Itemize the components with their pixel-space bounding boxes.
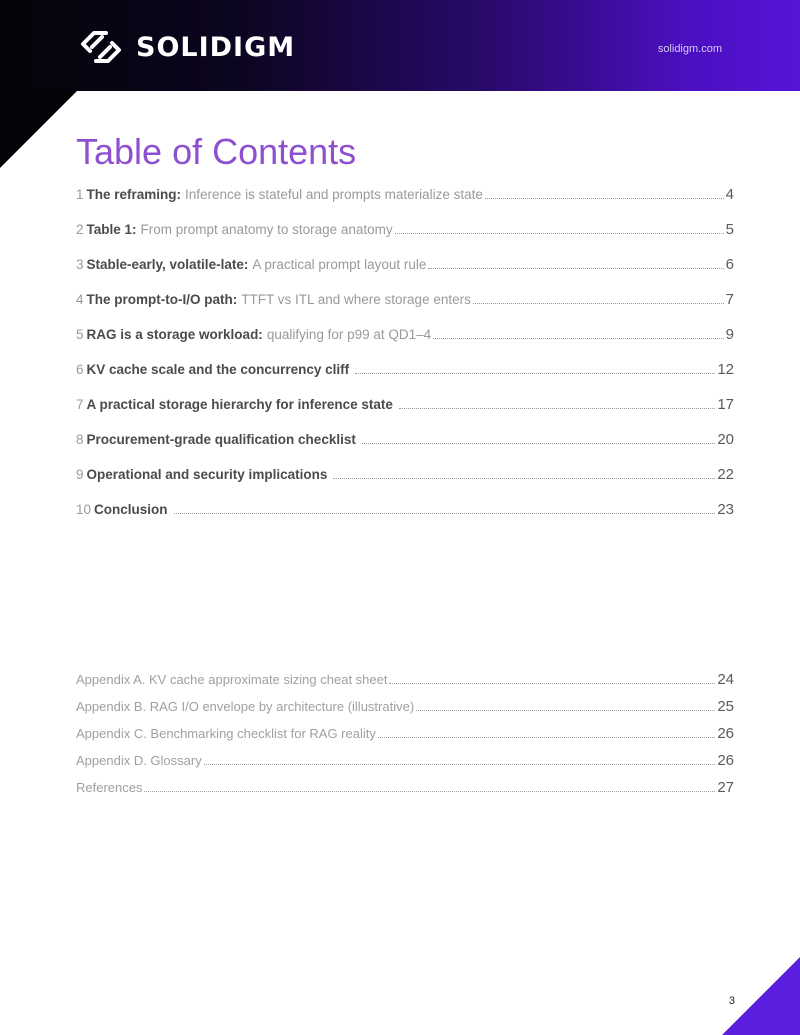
dot-leader: [399, 408, 715, 409]
toc-entry-subtitle: From prompt anatomy to storage anatomy: [140, 222, 393, 237]
toc-entry-heading: Procurement-grade qualification checklist: [86, 432, 356, 447]
dot-leader: [144, 791, 715, 792]
toc-entry-heading: Conclusion: [94, 502, 168, 517]
page-number: 3: [728, 995, 735, 1007]
header-banner: [0, 0, 800, 91]
toc-entry-page: 7: [725, 291, 734, 308]
toc-entry-number: 10: [76, 502, 92, 517]
toc-entry[interactable]: [76, 361, 734, 396]
toc-entry-subtitle: Inference is stateful and prompts materialize state: [185, 187, 483, 202]
toc-entry-page: 23: [717, 501, 734, 518]
corner-decoration-top-left: [0, 90, 78, 168]
toc-entry-heading: Stable-early, volatile-late:: [86, 257, 249, 272]
toc-entry[interactable]: [76, 326, 734, 361]
toc-entry-number: 1: [76, 187, 84, 202]
appendix-entry-page: 26: [717, 725, 734, 742]
toc-entry[interactable]: [76, 256, 734, 291]
appendix-entry-page: 25: [717, 698, 734, 715]
toc-entry[interactable]: [76, 186, 734, 221]
appendix-entry-label: Appendix D. Glossary: [76, 753, 202, 768]
toc-entry[interactable]: [76, 501, 734, 536]
toc-entry-number: 4: [76, 292, 84, 307]
toc-entry-number: 7: [76, 397, 84, 412]
toc-entry-page: 9: [725, 326, 734, 343]
toc-entry-heading: The prompt-to-I/O path:: [86, 292, 238, 307]
site-url-link[interactable]: solidigm.com: [657, 43, 722, 55]
dot-leader: [174, 513, 716, 514]
appendix-list: [76, 671, 734, 806]
dot-leader: [204, 764, 716, 765]
appendix-entry-label: Appendix A. KV cache approximate sizing cheat sheet: [76, 672, 388, 687]
toc-entry-heading: KV cache scale and the concurrency cliff: [86, 362, 350, 377]
appendix-entry-label: Appendix C. Benchmarking checklist for RAG reality: [76, 726, 376, 741]
toc-entry[interactable]: [76, 291, 734, 326]
appendix-entry[interactable]: [76, 725, 734, 752]
dot-leader: [416, 710, 715, 711]
appendix-entry[interactable]: [76, 698, 734, 725]
toc-entry-subtitle: qualifying for p99 at QD1–4: [266, 327, 432, 342]
toc-entry-number: 2: [76, 222, 84, 237]
dot-leader: [433, 338, 723, 339]
toc-entry-subtitle: TTFT vs ITL and where storage enters: [241, 292, 471, 307]
dot-leader: [333, 478, 715, 479]
brand-name: SOLIDIGM: [136, 31, 296, 63]
appendix-entry-page: 24: [717, 671, 734, 688]
appendix-entry-page: 26: [717, 752, 734, 769]
page-title: Table of Contents: [76, 131, 357, 172]
toc-entry[interactable]: [76, 431, 734, 466]
appendix-entry[interactable]: [76, 779, 734, 806]
toc-entry-number: 5: [76, 327, 84, 342]
toc-entry-heading: Operational and security implications: [86, 467, 328, 482]
toc-entry-heading: The reframing:: [86, 187, 182, 202]
brand-logo: [78, 27, 295, 67]
dot-leader: [395, 233, 724, 234]
appendix-entry-label: References: [76, 780, 143, 795]
toc-entry-page: 5: [725, 221, 734, 238]
solidigm-logo-icon: [78, 27, 124, 67]
toc-entry-page: 20: [717, 431, 734, 448]
dot-leader: [362, 443, 715, 444]
toc-entry-page: 17: [717, 396, 734, 413]
toc-entry-number: 8: [76, 432, 84, 447]
toc-entry-heading: A practical storage hierarchy for inference state: [86, 397, 393, 412]
toc-entry-heading: Table 1:: [86, 222, 137, 237]
appendix-entry[interactable]: [76, 752, 734, 779]
dot-leader: [378, 737, 715, 738]
dot-leader: [355, 373, 715, 374]
dot-leader: [473, 303, 724, 304]
dot-leader: [389, 683, 715, 684]
toc-entry-page: 22: [717, 466, 734, 483]
toc-entry-page: 6: [725, 256, 734, 273]
toc-entry-number: 6: [76, 362, 84, 377]
toc-entry-page: 12: [717, 361, 734, 378]
dot-leader: [428, 268, 723, 269]
toc-entry-heading: RAG is a storage workload:: [86, 327, 263, 342]
toc-entry-number: 9: [76, 467, 84, 482]
toc-entry[interactable]: [76, 221, 734, 256]
appendix-entry-page: 27: [717, 779, 734, 796]
dot-leader: [485, 198, 724, 199]
toc-entry-subtitle: A practical prompt layout rule: [252, 257, 427, 272]
appendix-entry-label: Appendix B. RAG I/O envelope by architecture (illustrative): [76, 699, 415, 714]
toc-entry-page: 4: [725, 186, 734, 203]
toc-entry-number: 3: [76, 257, 84, 272]
toc-entry[interactable]: [76, 396, 734, 431]
toc-list: [76, 186, 734, 536]
toc-entry[interactable]: [76, 466, 734, 501]
appendix-entry[interactable]: [76, 671, 734, 698]
